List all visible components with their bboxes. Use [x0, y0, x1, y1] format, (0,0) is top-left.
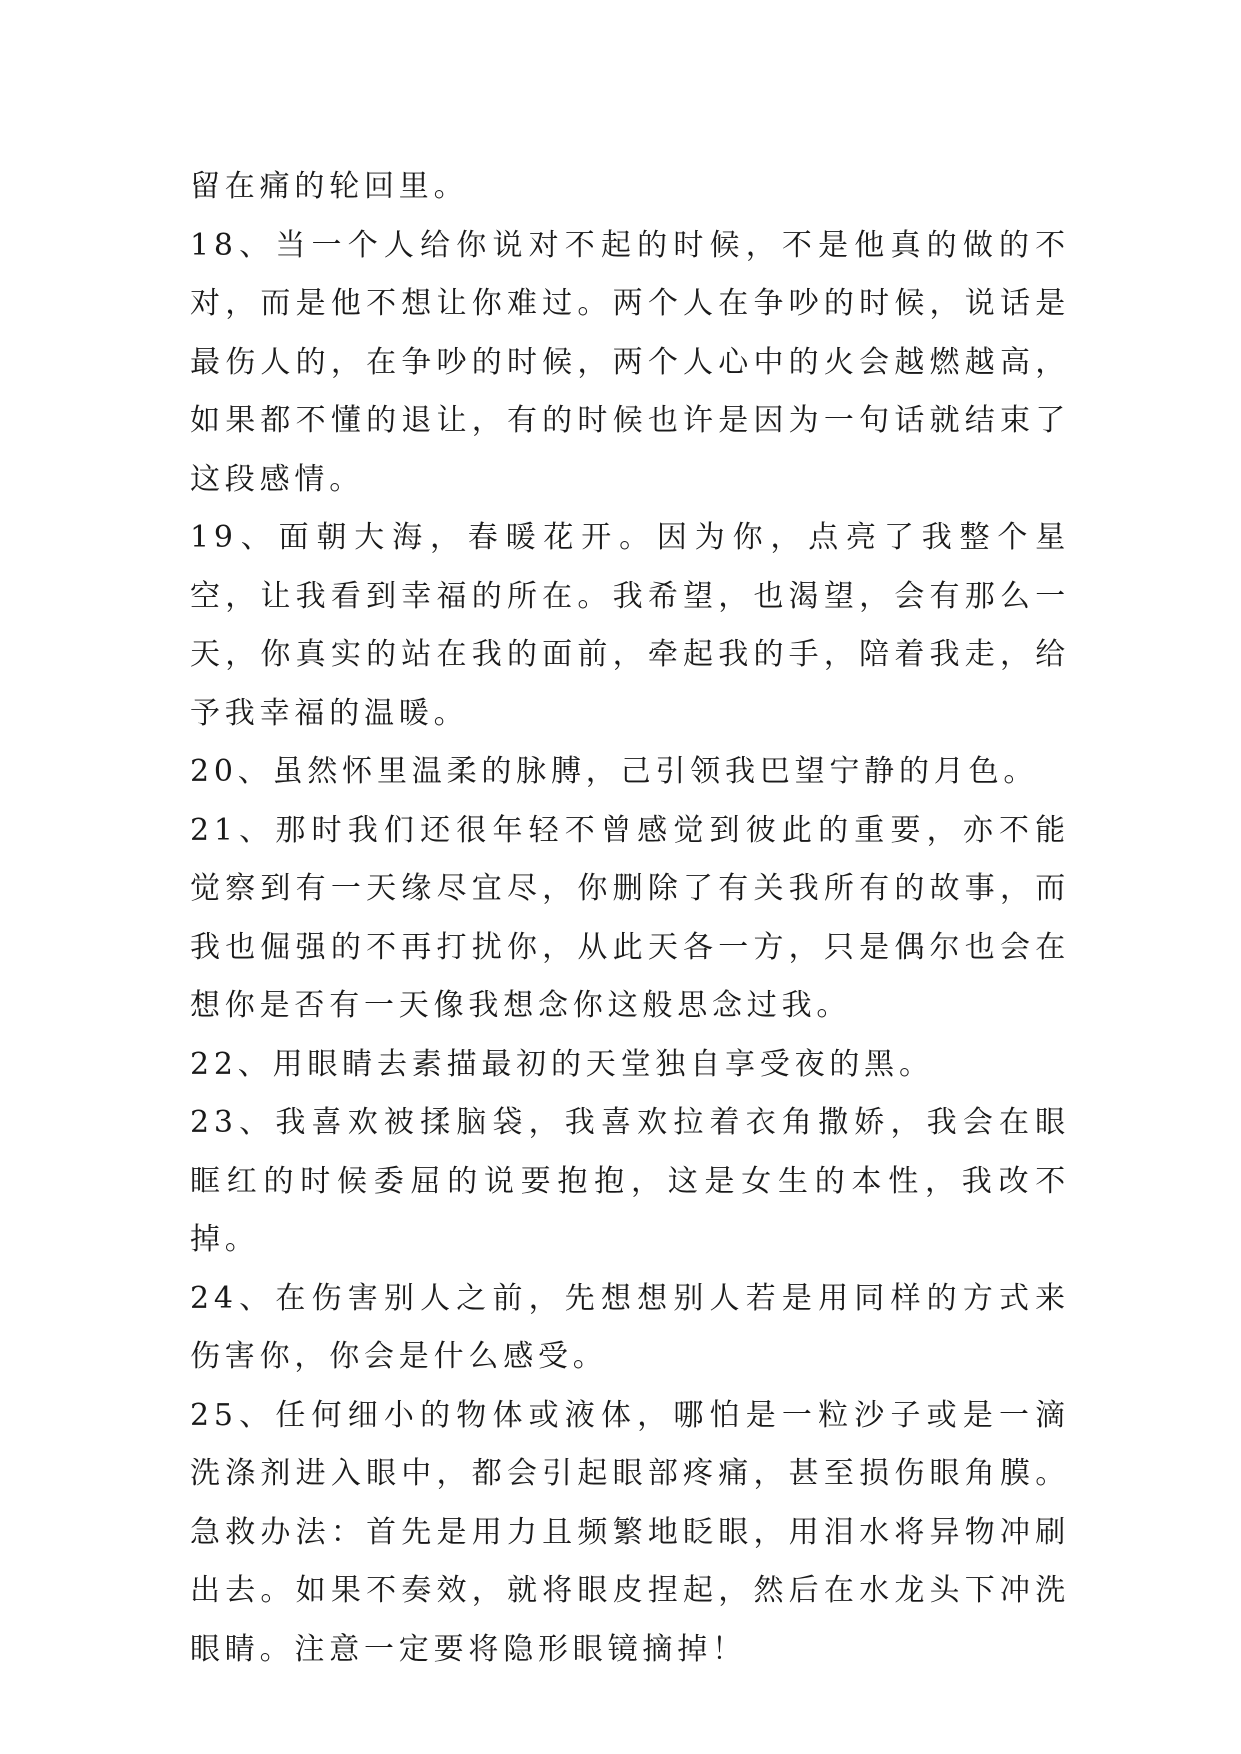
paragraph-25: 25、任何细小的物体或液体，哪怕是一粒沙子或是一滴洗涤剂进入眼中，都会引起眼部疼痛，甚至损伤眼角膜。急救办法：首先是用力且频繁地眨眼，用泪水将异物冲刷出去。如果不奏效，就将眼皮捏起，然后在水龙头下冲洗眼睛。注意一定要将隐形眼镜摘掉！	[190, 1397, 1070, 1667]
paragraph-22: 22、用眼睛去素描最初的天堂独自享受夜的黑。	[190, 1046, 934, 1082]
paragraph-23: 23、我喜欢被揉脑袋，我喜欢拉着衣角撒娇，我会在眼眶红的时候委屈的说要抱抱，这是女生的本性，我改不掉。	[190, 1105, 1070, 1257]
paragraph-19: 19、面朝大海，春暖花开。因为你，点亮了我整个星空，让我看到幸福的所在。我希望，也渴望，会有那么一天，你真实的站在我的面前，牵起我的手，陪着我走，给予我幸福的温暖。	[190, 520, 1070, 731]
paragraph-21: 21、那时我们还很年轻不曾感觉到彼此的重要，亦不能觉察到有一天缘尽宜尽，你删除了有关我所有的故事，而我也倔强的不再打扰你，从此天各一方，只是偶尔也会在想你是否有一天像我想念你这般思念过我。	[190, 812, 1070, 1023]
document-body	[190, 158, 1070, 1679]
paragraph-20: 20、虽然怀里温柔的脉膊，己引领我巴望宁静的月色。	[190, 754, 1039, 789]
paragraph-continuation: 留在痛的轮回里。	[190, 169, 469, 204]
paragraph-24: 24、在伤害别人之前，先想想别人若是用同样的方式来伤害你，你会是什么感受。	[190, 1280, 1070, 1374]
paragraph-18: 18、当一个人给你说对不起的时候，不是他真的做的不对，而是他不想让你难过。两个人在争吵的时候，说话是最伤人的，在争吵的时候，两个人心中的火会越燃越高，如果都不懂的退让，有的时候也许是因为一句话就结束了这段感情。	[190, 227, 1070, 497]
